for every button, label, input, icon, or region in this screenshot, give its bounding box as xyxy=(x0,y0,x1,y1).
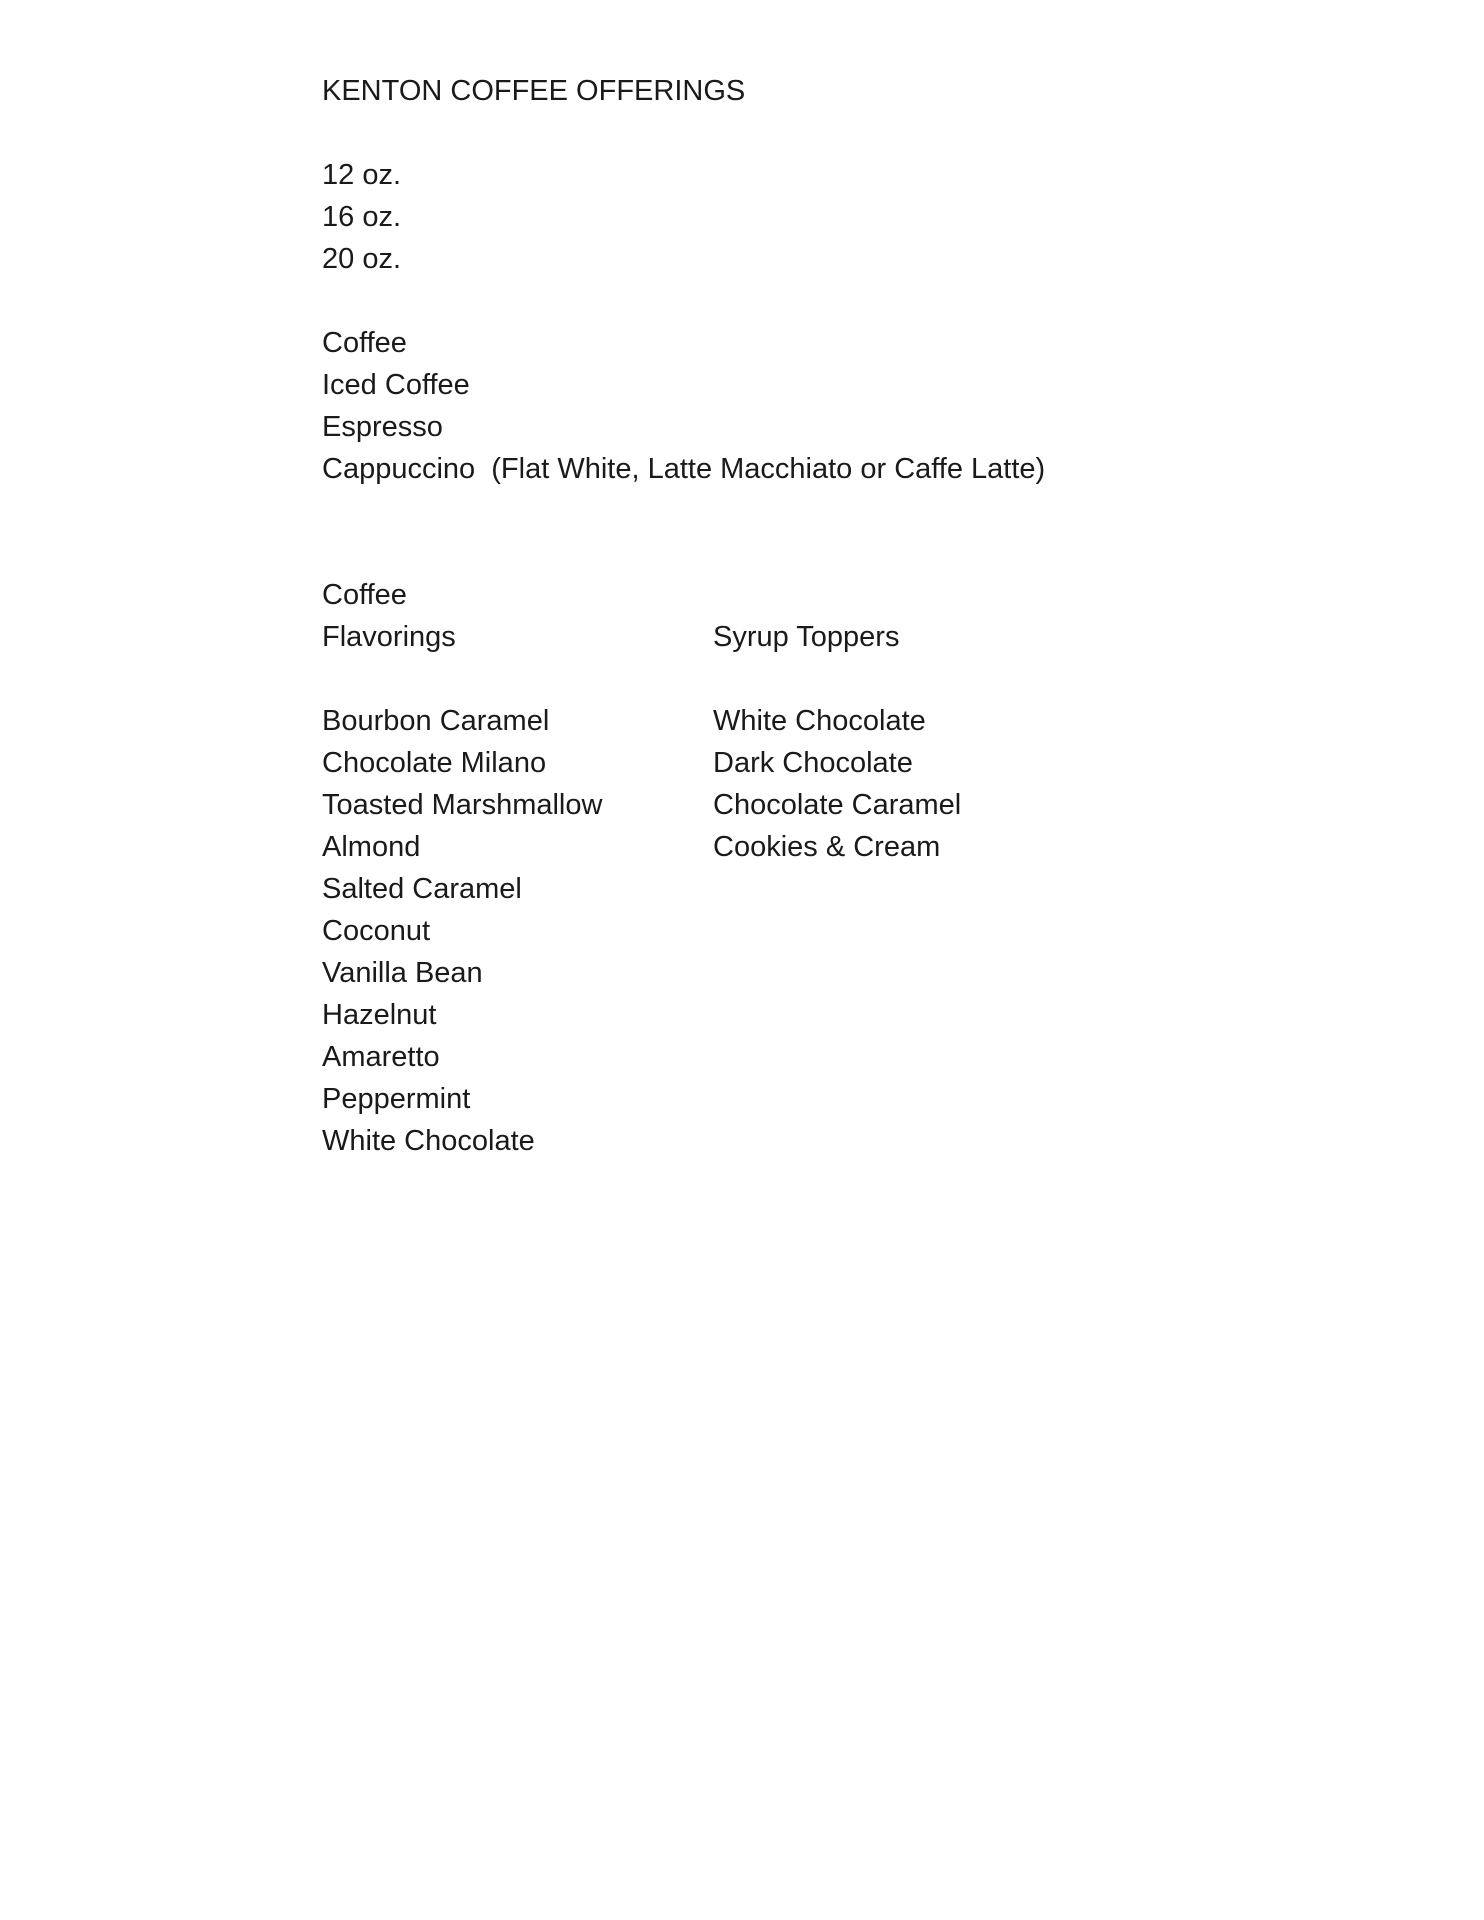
syrup-toppers-heading-block xyxy=(713,574,1213,658)
flavorings-heading xyxy=(322,574,713,658)
flavorings-heading-line2: Flavorings xyxy=(322,621,456,653)
drink-item: Iced Coffee xyxy=(322,369,470,401)
flavor-columns xyxy=(322,574,1322,1162)
flavorings-list xyxy=(322,700,713,1162)
size-list xyxy=(322,154,1322,280)
flavoring-item: Coconut xyxy=(322,915,431,947)
flavoring-item: Almond xyxy=(322,831,421,863)
drink-item: Espresso xyxy=(322,411,443,443)
flavoring-item: Amaretto xyxy=(322,1041,440,1073)
document-content xyxy=(322,70,1322,1162)
flavoring-item: White Chocolate xyxy=(322,1125,535,1157)
drink-item: Coffee xyxy=(322,327,407,359)
flavorings-column xyxy=(322,574,713,1162)
flavoring-item: Toasted Marshmallow xyxy=(322,789,603,821)
syrup-topper-item: Chocolate Caramel xyxy=(713,789,962,821)
drink-list xyxy=(322,322,1322,490)
size-item: 12 oz. xyxy=(322,159,401,191)
size-item: 16 oz. xyxy=(322,201,401,233)
flavoring-item: Hazelnut xyxy=(322,999,437,1031)
flavoring-item: Chocolate Milano xyxy=(322,747,547,779)
syrup-toppers-heading: Syrup Toppers xyxy=(713,621,900,653)
flavoring-item: Salted Caramel xyxy=(322,873,522,905)
document-title: KENTON COFFEE OFFERINGS xyxy=(322,75,746,107)
syrup-topper-item: Dark Chocolate xyxy=(713,747,913,779)
syrup-toppers-column xyxy=(713,574,1213,1162)
syrup-topper-item: White Chocolate xyxy=(713,705,926,737)
flavoring-item: Peppermint xyxy=(322,1083,471,1115)
syrup-topper-item: Cookies & Cream xyxy=(713,831,941,863)
size-item: 20 oz. xyxy=(322,243,401,275)
flavoring-item: Vanilla Bean xyxy=(322,957,483,989)
flavorings-heading-line1: Coffee xyxy=(322,579,407,611)
drink-item: Cappuccino (Flat White, Latte Macchiato or Caffe Latte) xyxy=(322,453,1046,485)
syrup-toppers-list xyxy=(713,700,1213,868)
flavoring-item: Bourbon Caramel xyxy=(322,705,550,737)
